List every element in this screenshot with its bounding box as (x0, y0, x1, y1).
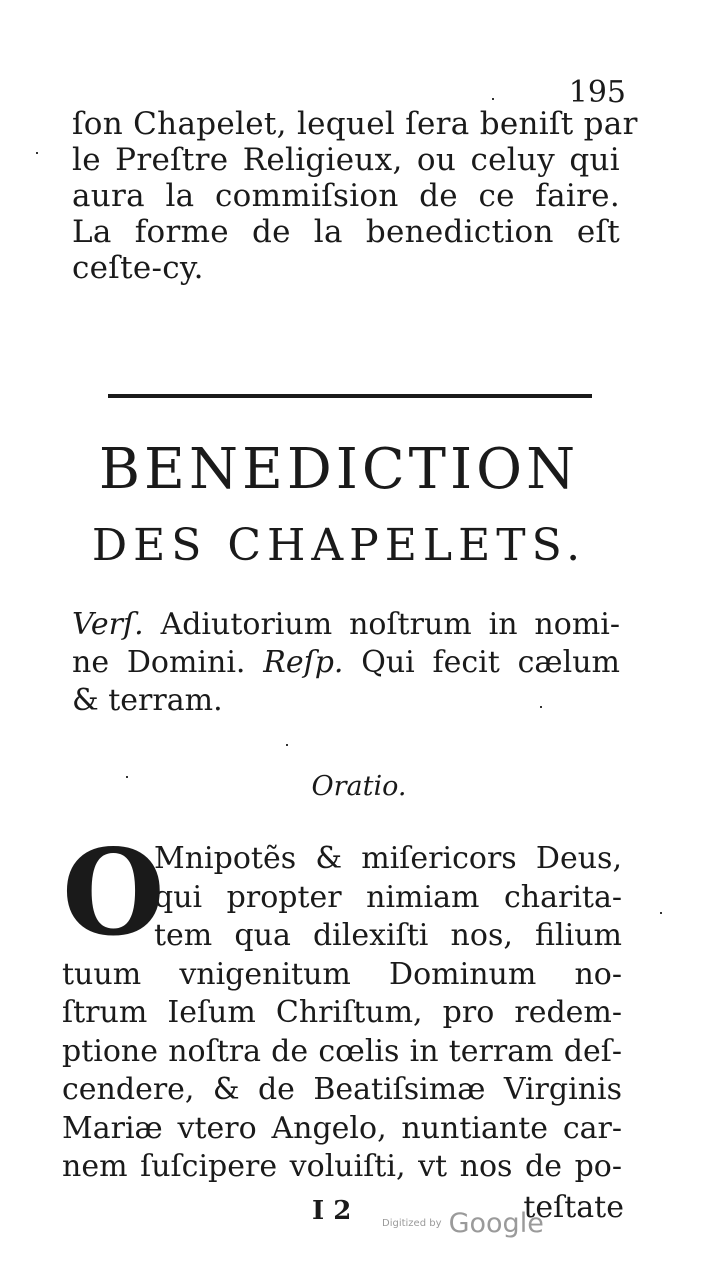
signature-mark: I 2 (312, 1196, 352, 1226)
prayer-line: Mnipotẽs & miſericors Deus, (154, 841, 622, 876)
response-text: Qui fecit cælum (361, 645, 620, 680)
print-speck (540, 706, 542, 708)
oratio-label: Oratio. (311, 771, 407, 802)
prayer-line: ptione noſtra de cœlis in terram deſ- (62, 1033, 622, 1069)
versicle-text: Adiutorium noſtrum in nomi- (160, 607, 620, 642)
versicle-line-3: & terram. (72, 683, 223, 718)
watermark-brand: Google (448, 1208, 544, 1239)
prayer-line: tuum vnigenitum Dominum no- (62, 956, 622, 992)
prayer-text (62, 823, 622, 1187)
heading-line-1: BENEDICTION (98, 437, 580, 502)
intro-line: ceſte-cy. (72, 250, 204, 286)
watermark-prefix: Digitized by (382, 1218, 442, 1229)
prayer-line: Mariæ vtero Angelo, nuntiante car- (62, 1110, 622, 1146)
intro-line: La forme de la benediction eſt (72, 214, 620, 250)
prayer-line: tem qua dilexiſti nos, filium (154, 918, 622, 953)
versicle-response (72, 606, 620, 720)
intro-line: ſon Chapelet, lequel ſera beniſt par (72, 106, 638, 142)
print-speck (126, 776, 128, 778)
versicle-line-1 (72, 606, 620, 644)
prayer-line: ſtrum Ieſum Chriſtum, pro redem- (62, 995, 622, 1030)
digitization-watermark (382, 1208, 544, 1239)
drop-cap: O (62, 823, 165, 962)
print-speck (286, 744, 288, 746)
intro-line: aura la commiſsion de ce faire. (72, 178, 620, 214)
print-speck (492, 98, 494, 100)
catchword: teſtate (523, 1190, 624, 1225)
print-speck (660, 912, 662, 914)
versicle-line-2 (72, 644, 620, 682)
page-number: 195 (568, 75, 626, 110)
response-label: Reſp. (263, 645, 344, 680)
versicle-label: Verſ. (72, 607, 144, 642)
prayer-line: cendere, & de Beatiſsimæ Virginis (62, 1072, 622, 1107)
intro-paragraph (72, 106, 638, 286)
heading-line-2: DES CHAPELETS. (91, 520, 587, 571)
versicle-text: ne Domini. (72, 645, 246, 680)
section-divider (108, 394, 592, 398)
prayer-line: nem ſuſcipere voluiſti, vt nos de po- (62, 1149, 622, 1184)
prayer-line: qui propter nimiam charita- (154, 879, 622, 915)
intro-line: le Preſtre Religieux, ou celuy qui (72, 142, 620, 178)
print-speck (36, 152, 38, 154)
